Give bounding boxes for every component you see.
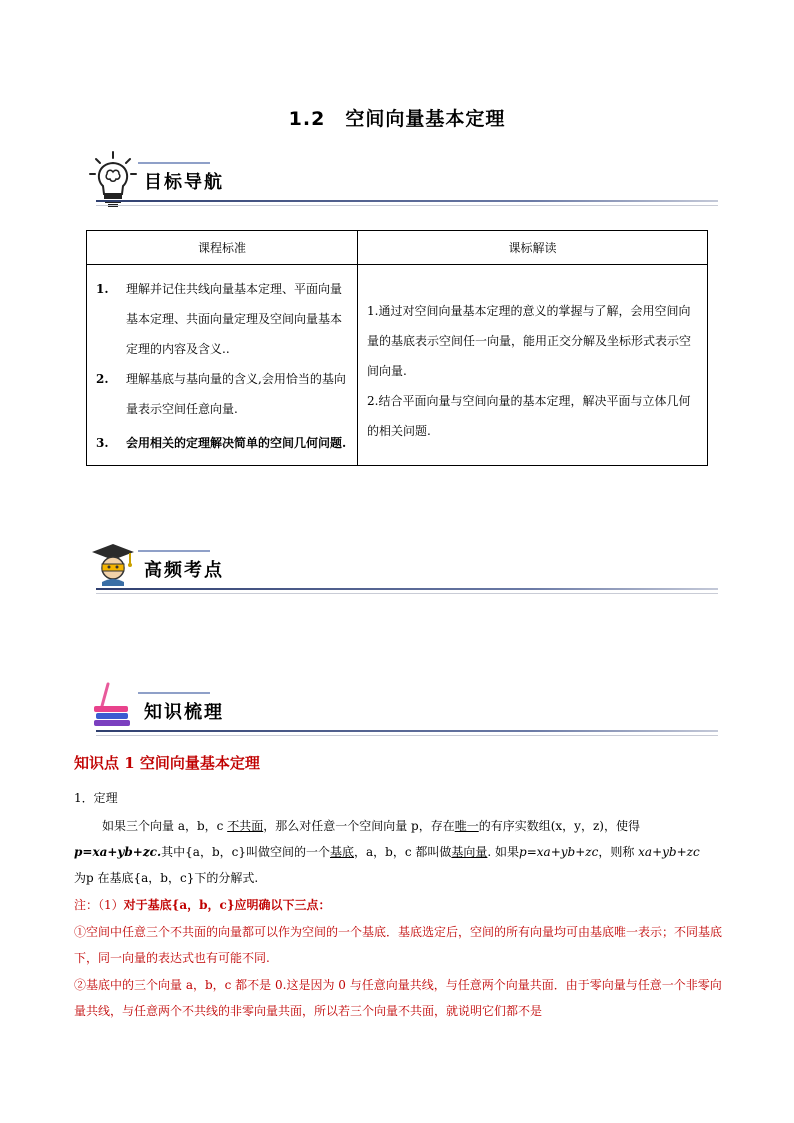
theorem-paragraph: 如果三个向量 a，b，c 不共面，那么对任意一个空间向量 p，存在唯一的有序实数组(x，y，z)，使得: [102, 819, 640, 833]
table-header-interpretation: 课标解读: [358, 231, 708, 265]
subsection-heading: 1．定理: [74, 791, 118, 805]
interpretation-item: 1.通过对空间向量基本定理的意义的掌握与了解，会用空间向量的基底表示空间任一向量，能用正交分解及坐标形式表示空间向量.: [367, 304, 692, 378]
books-pencil-icon: [88, 680, 140, 732]
note-point-1: ①空间中任意三个不共面的向量都可以作为空间的一个基底．基底选定后，空间的所有向量均可由基底唯一表示；不同基底下，同一向量的表达式也有可能不同.: [74, 925, 723, 965]
table-header-standard: 课程标准: [87, 231, 358, 265]
section-title-goals: 目标导航: [144, 172, 224, 193]
goals-table: [86, 230, 708, 466]
page-title: 1.2 空间向量基本定理: [288, 108, 506, 130]
graduate-cap-icon: [88, 538, 138, 588]
section-title-frequent: 高频考点: [144, 560, 224, 581]
list-item: 1. 理解并记住共线向量基本定理、平面向量基本定理、共面向量定理及空间向量基本定理的内容及含义..: [96, 282, 343, 356]
section-header-frequent: [88, 538, 718, 598]
note-heading: 注：（1）对于基底{a，b，c}应明确以下三点：: [74, 898, 331, 912]
standards-cell: [87, 265, 358, 466]
note-point-2: ②基底中的三个向量 a，b，c 都不是 0.这是因为 0 与任意向量共线，与任意两个向量共面．由于零向量与任意一个非零向量共线，与任意两个不共线的非零向量共面，所以若三个向量不共面，就说明它们都不是: [74, 978, 722, 1018]
theorem-paragraph-line3: 为p 在基底{a，b，c}下的分解式.: [74, 871, 259, 885]
theorem-paragraph-line2: p=xa+yb+zc.其中{a，b，c}叫做空间的一个基底，a，b，c 都叫做基向量. 如果p=xa+yb+zc，则称 xa+yb+zc: [74, 845, 700, 859]
section-header-knowledge: [88, 680, 718, 740]
interpretation-cell: [358, 265, 708, 466]
interpretation-item: 2.结合平面向量与空间向量的基本定理，解决平面与立体几何的相关问题.: [367, 394, 691, 438]
list-item: 2. 理解基底与基向量的含义,会用恰当的基向量表示空间任意向量.: [96, 372, 346, 416]
list-item: 3. 会用相关的定理解决简单的空间几何问题.: [96, 436, 347, 450]
knowledge-point-title: 知识点 1 空间向量基本定理: [74, 754, 260, 772]
section-header-goals: [88, 150, 718, 210]
section-title-knowledge: 知识梳理: [144, 702, 224, 723]
